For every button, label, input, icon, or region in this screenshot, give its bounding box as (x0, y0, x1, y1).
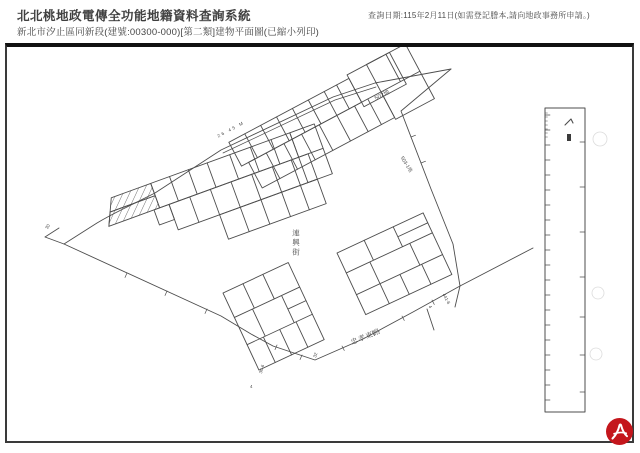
dimension-label: 4 (427, 304, 434, 310)
document-subtitle: 新北市汐止區同新段(建號:00300-000)[第二類]建物平面圖(已縮小列印) (17, 27, 320, 38)
dimension-label: 26 45 M (216, 119, 246, 139)
dimension-label: 32 (312, 351, 319, 359)
lot-number-label: 502地 (374, 89, 391, 103)
dimension-label: 30 (44, 223, 51, 230)
street-name-label: 連興街 (291, 229, 301, 258)
boundary-south (64, 244, 533, 360)
dimension-label: 4 (250, 384, 253, 389)
road-name-label: 忠孝東路 (350, 328, 383, 347)
query-date: 查詢日期:115年2月11日(如需登記謄本,請向地政事務所申請。) (368, 11, 590, 20)
plan-sheet-frame (5, 43, 634, 443)
building-block-lower (223, 263, 324, 370)
boundary-nw (45, 69, 451, 244)
building-block-upper (227, 47, 434, 193)
building-block-left (100, 124, 341, 276)
system-title: 北北桃地政電傳全功能地籍資料查詢系統 (17, 9, 252, 23)
adobe-pdf-icon[interactable] (605, 417, 634, 446)
road-edge-line (223, 87, 376, 153)
building-block-right (337, 213, 452, 315)
scale-strip (545, 108, 585, 412)
scan-noise (590, 132, 607, 360)
dimension-label: 441-6 (441, 292, 452, 306)
lot-number-label: 503-1地 (398, 155, 414, 174)
dimension-label: 30-6 (258, 364, 266, 375)
floor-plan-drawing (7, 47, 636, 441)
